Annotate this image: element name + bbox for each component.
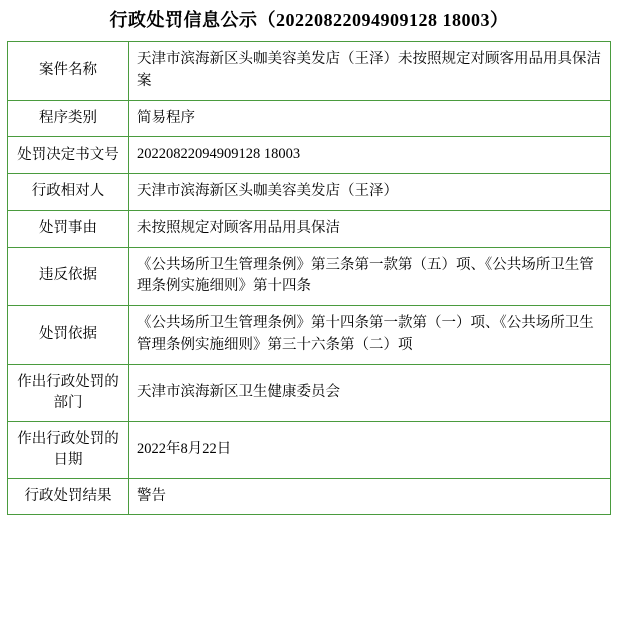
row-label-department: 作出行政处罚的部门 [8, 364, 129, 421]
row-label-reason: 处罚事由 [8, 210, 129, 247]
row-label-result: 行政处罚结果 [8, 478, 129, 515]
row-value-decision-number: 20220822094909128 18003 [129, 137, 611, 174]
table-row [8, 210, 611, 247]
table-row [8, 174, 611, 211]
table-row [8, 421, 611, 478]
row-label-penalty-basis: 处罚依据 [8, 306, 129, 365]
row-value-counterpart: 天津市滨海新区头咖美容美发店（王泽） [129, 174, 611, 211]
row-label-counterpart: 行政相对人 [8, 174, 129, 211]
row-value-violation-basis: 《公共场所卫生管理条例》第三条第一款第（五）项、《公共场所卫生管理条例实施细则》第十四条 [129, 247, 611, 306]
table-row [8, 100, 611, 137]
page-title: 行政处罚信息公示（20220822094909128 18003） [109, 10, 509, 30]
row-value-reason: 未按照规定对顾客用品用具保洁 [129, 210, 611, 247]
row-value-procedure-type: 简易程序 [129, 100, 611, 137]
row-value-case-name: 天津市滨海新区头咖美容美发店（王泽）未按照规定对顾客用品用具保洁案 [129, 42, 611, 101]
table-row [8, 137, 611, 174]
table-row [8, 306, 611, 365]
table-row [8, 247, 611, 306]
row-value-result: 警告 [129, 478, 611, 515]
row-label-case-name: 案件名称 [8, 42, 129, 101]
row-label-date: 作出行政处罚的日期 [8, 421, 129, 478]
table-row [8, 42, 611, 101]
table-row [8, 364, 611, 421]
row-value-department: 天津市滨海新区卫生健康委员会 [129, 364, 611, 421]
row-label-violation-basis: 违反依据 [8, 247, 129, 306]
row-value-date: 2022年8月22日 [129, 421, 611, 478]
penalty-info-table [7, 41, 611, 515]
table-row [8, 478, 611, 515]
table-body [8, 42, 611, 515]
row-label-decision-number: 处罚决定书文号 [8, 137, 129, 174]
row-value-penalty-basis: 《公共场所卫生管理条例》第十四条第一款第（一）项、《公共场所卫生管理条例实施细则》第三十六条第（二）项 [129, 306, 611, 365]
row-label-procedure-type: 程序类别 [8, 100, 129, 137]
